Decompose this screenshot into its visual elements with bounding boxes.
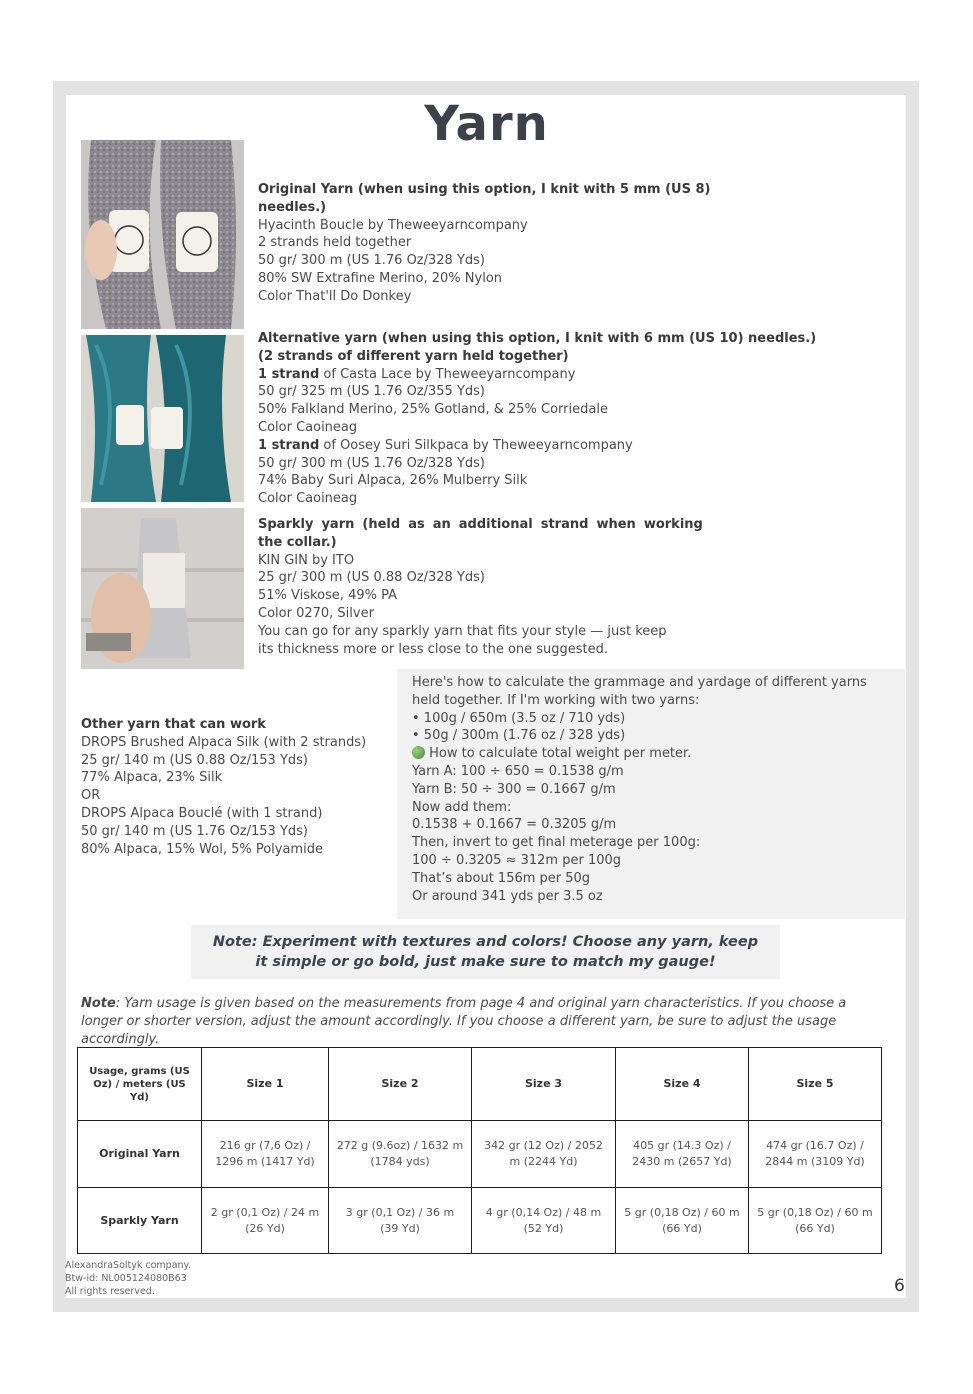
yarn-a-line: 50 gr/ 325 m (US 1.76 Oz/355 Yds) [258,384,485,400]
sparkly-line: 25 gr/ 300 m (US 0.88 Oz/328 Yds) [258,570,485,586]
page-number: 6 [894,1276,905,1296]
footer-company: AlexandraSoltyk company. [65,1260,191,1271]
sparkly-heading-cont: the collar.) [258,534,337,550]
sparkly-line: Color 0270, Silver [258,605,374,621]
other-yarn-block [81,716,366,858]
sparkly-line: 51% Viskose, 49% PA [258,588,398,604]
original-yarn-block [258,181,710,306]
table-header-size: Size 5 [749,1048,882,1121]
original-line: 80% SW Extrafine Merino, 20% Nylon [258,270,503,286]
yarn-b-name: of Oosey Suri Silkpaca by Theweeyarncompany [319,437,633,453]
usage-note-label: Note [81,996,116,1011]
sparkly-yarn-photo [81,508,244,669]
strand-label: 1 strand [258,437,320,453]
calc-line: Now add them: [412,799,512,815]
calc-line: Or around 341 yds per 3.5 oz [412,888,603,904]
calc-globe-line: How to calculate total weight per meter. [425,746,692,762]
other-line: DROPS Alpaca Bouclé (with 1 strand) [81,805,323,821]
table-header-size: Size 2 [329,1048,472,1121]
other-line: 80% Alpaca, 15% Wol, 5% Polyamide [81,841,323,857]
row-label: Sparkly Yarn [78,1188,202,1254]
alternative-subheading: (2 strands of different yarn held together) [258,348,569,364]
calc-line: Then, invert to get final meterage per 100g: [412,835,701,851]
table-cell: 474 gr (16.7 Oz) / 2844 m (3109 Yd) [749,1121,882,1188]
table-header-size: Size 3 [472,1048,616,1121]
calc-line: That’s about 156m per 50g [412,870,591,886]
table-header-usage: Usage, grams (US Oz) / meters (US Yd) [78,1048,202,1121]
calculation-panel [397,669,905,919]
strand-label: 1 strand [258,366,320,382]
globe-icon [412,746,425,759]
calc-line: Here's how to calculate the grammage and yardage of different yarns [412,675,867,690]
original-line: Color That'll Do Donkey [258,288,412,304]
sparkly-line: its thickness more or less close to the one suggested. [258,641,609,657]
footer [65,1259,191,1298]
yarn-b-line: Color Caoineag [258,491,358,507]
footer-btw-id: Btw-id: NL005124080B63 [65,1273,187,1284]
other-line: 77% Alpaca, 23% Silk [81,770,223,786]
teal-yarn-photo [81,335,244,502]
sparkly-heading: Sparkly yarn (held as an additional strand when working [258,517,703,532]
original-line: 50 gr/ 300 m (US 1.76 Oz/328 Yds) [258,253,485,269]
sparkly-line: KIN GIN by ITO [258,552,355,568]
original-line: 2 strands held together [258,235,412,251]
original-heading: Original Yarn (when using this option, I knit with 5 mm (US 8) [258,182,711,197]
yarn-a-line: 50% Falkland Merino, 25% Gotland, & 25% Corriedale [258,402,608,418]
sparkly-yarn-block [258,516,703,658]
note-line: Note: Experiment with textures and colors! Choose any yarn, keep [212,934,759,950]
table-cell: 2 gr (0,1 Oz) / 24 m (26 Yd) [202,1188,329,1254]
sparkly-line: You can go for any sparkly yarn that fits your style — just keep [258,623,667,639]
yarn-a-line: Color Caoineag [258,419,358,435]
table-cell: 4 gr (0,14 Oz) / 48 m (52 Yd) [472,1188,616,1254]
table-header-size: Size 4 [616,1048,749,1121]
calculation-text [412,674,867,905]
table-cell: 3 gr (0,1 Oz) / 36 m (39 Yd) [329,1188,472,1254]
table-header-row [78,1048,882,1121]
calc-line: held together. If I'm working with two yarns: [412,692,700,708]
calc-line: Yarn A: 100 ÷ 650 = 0.1538 g/m [412,763,624,779]
calc-line: 100 ÷ 0.3205 ≈ 312m per 100g [412,852,622,868]
row-label: Original Yarn [78,1121,202,1188]
yarn-b-line: 74% Baby Suri Alpaca, 26% Mulberry Silk [258,473,528,489]
footer-rights: All rights reserved. [65,1286,155,1297]
calc-line: 0.1538 + 0.1667 = 0.3205 g/m [412,817,617,833]
usage-note [81,995,881,1048]
table-header-size: Size 1 [202,1048,329,1121]
table-cell: 272 g (9.6oz) / 1632 m (1784 yds) [329,1121,472,1188]
yarn-a-name: of Casta Lace by Theweeyarncompany [319,366,576,382]
table-row [78,1188,882,1254]
other-line: OR [81,788,101,804]
other-line: 50 gr/ 140 m (US 1.76 Oz/153 Yds) [81,823,308,839]
table-cell: 216 gr (7,6 Oz) / 1296 m (1417 Yd) [202,1121,329,1188]
original-line: Hyacinth Boucle by Theweeyarncompany [258,217,528,233]
table-cell: 405 gr (14.3 Oz) / 2430 m (2657 Yd) [616,1121,749,1188]
usage-table [77,1047,882,1254]
grey-yarn-photo [81,140,244,329]
other-heading: Other yarn that can work [81,717,266,732]
other-line: DROPS Brushed Alpaca Silk (with 2 strands) [81,734,367,750]
experiment-note [191,925,780,979]
calc-line: • 100g / 650m (3.5 oz / 710 yds) [412,710,626,726]
table-cell: 342 gr (12 Oz) / 2052 m (2244 Yd) [472,1121,616,1188]
alternative-heading: Alternative yarn (when using this option, I knit with 6 mm (US 10) needles.) [258,331,817,346]
table-row [78,1121,882,1188]
other-line: 25 gr/ 140 m (US 0.88 Oz/153 Yds) [81,752,308,768]
usage-note-text: : Yarn usage is given based on the measurements from page 4 and original yarn characteristics. If you choose a longer or shorter version, adjust the amount accordingly. If you choose a different yarn, be sure to adjust the usage accordingly. [81,996,847,1047]
table-cell: 5 gr (0,18 Oz) / 60 m (66 Yd) [749,1188,882,1254]
calc-line: • 50g / 300m (1.76 oz / 328 yds) [412,728,626,744]
note-line: it simple or go bold, just make sure to match my gauge! [255,954,716,970]
page-title: Yarn [424,96,549,152]
original-heading-cont: needles.) [258,199,327,215]
alternative-yarn-block [258,330,816,508]
calc-line: Yarn B: 50 ÷ 300 = 0.1667 g/m [412,781,616,797]
table-cell: 5 gr (0,18 Oz) / 60 m (66 Yd) [616,1188,749,1254]
yarn-b-line: 50 gr/ 300 m (US 1.76 Oz/328 Yds) [258,455,485,471]
